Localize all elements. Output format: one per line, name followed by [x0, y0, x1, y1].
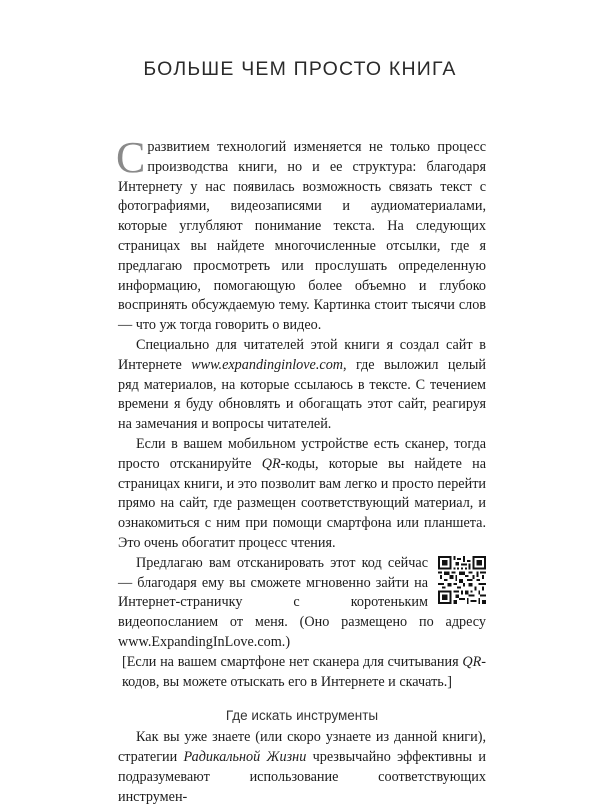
- paragraph-website-before: Специально для читателей этой книги я создал сайт в Интернете: [118, 336, 486, 373]
- paragraph-bracket-before: [Если на вашем смартфоне нет сканера для считывания: [122, 653, 463, 670]
- qr-term: QR: [261, 455, 281, 472]
- paragraph-scan-now-text: Предлагаю вам отсканировать этот код сейчас — благодаря ему вы сможете мгновенно зайти на Интернет-страничку с коротеньким видеопосланием от меня. (Оно размещено по адресу www.ExpandingInLove.com.): [118, 554, 486, 650]
- paragraph-bracket-after: -кодов, вы можете отыскать его в Интернете и скачать.]: [122, 653, 486, 690]
- paragraph-bracket-note: [118, 653, 486, 693]
- body-text: [116, 133, 486, 807]
- paragraph-scanner-after: -коды, которые вы найдете на страницах книги, и это позволит вам легко и просто перейти прямо на сайт, где размещен соответствующий материал, и ознакомиться с ним при помощи смартфона или планшета. Это очень обогатит процесс чтения.: [118, 455, 486, 551]
- paragraph-scan-now: [118, 554, 486, 653]
- qr-term-2: QR: [462, 653, 482, 670]
- paragraph-tools-before: Как вы уже знаете (или скоро узнаете из данной книги), стратегии: [118, 729, 486, 765]
- paragraph-tools-after: чрезвычайно эффективны и подразумевают использование соответствующих инструмен-: [118, 748, 486, 805]
- paragraph-website: [118, 336, 486, 435]
- qr-code-icon: [438, 556, 486, 604]
- section-subheading: Где искать инструменты: [225, 708, 379, 724]
- paragraph-website-after: , где выложил целый ряд материалов, на которые ссылаюсь в тексте. С течением времени я буду обновлять и обогащать этот сайт, реагируя на замечания и вопросы читателей.: [118, 356, 486, 433]
- website-link: www.expandinginlove.com: [191, 356, 344, 373]
- paragraph-scanner: [118, 435, 486, 554]
- radical-life-term: Радикальной Жизни: [183, 748, 307, 765]
- paragraph-scanner-before: Если в вашем мобильном устройстве есть сканер, тогда просто отсканируйте: [118, 435, 486, 472]
- paragraph-intro: [116, 133, 486, 336]
- paragraph-intro-text: развитием технологий изменяется не только процесс производства книги, но и ее структура: благодаря Интернету у нас появилась возможность связать текст с фотографиями, видеозаписями и аудиоматериалами, которые углубляют понимание текста. На следующих страницах вы найдете многочисленные отсылки, где я предлагаю просмотреть или прослушать определенную информацию, помогающую более объемно и глубоко воспринять обсуждаемую тему. Картинка стоит тысячи слов — что уж тогда говорить о видео.: [118, 139, 486, 334]
- page-title: БОЛЬШЕ ЧЕМ ПРОСТО КНИГА: [143, 58, 457, 80]
- paragraph-tools: [118, 728, 486, 807]
- drop-cap: С: [116, 133, 146, 182]
